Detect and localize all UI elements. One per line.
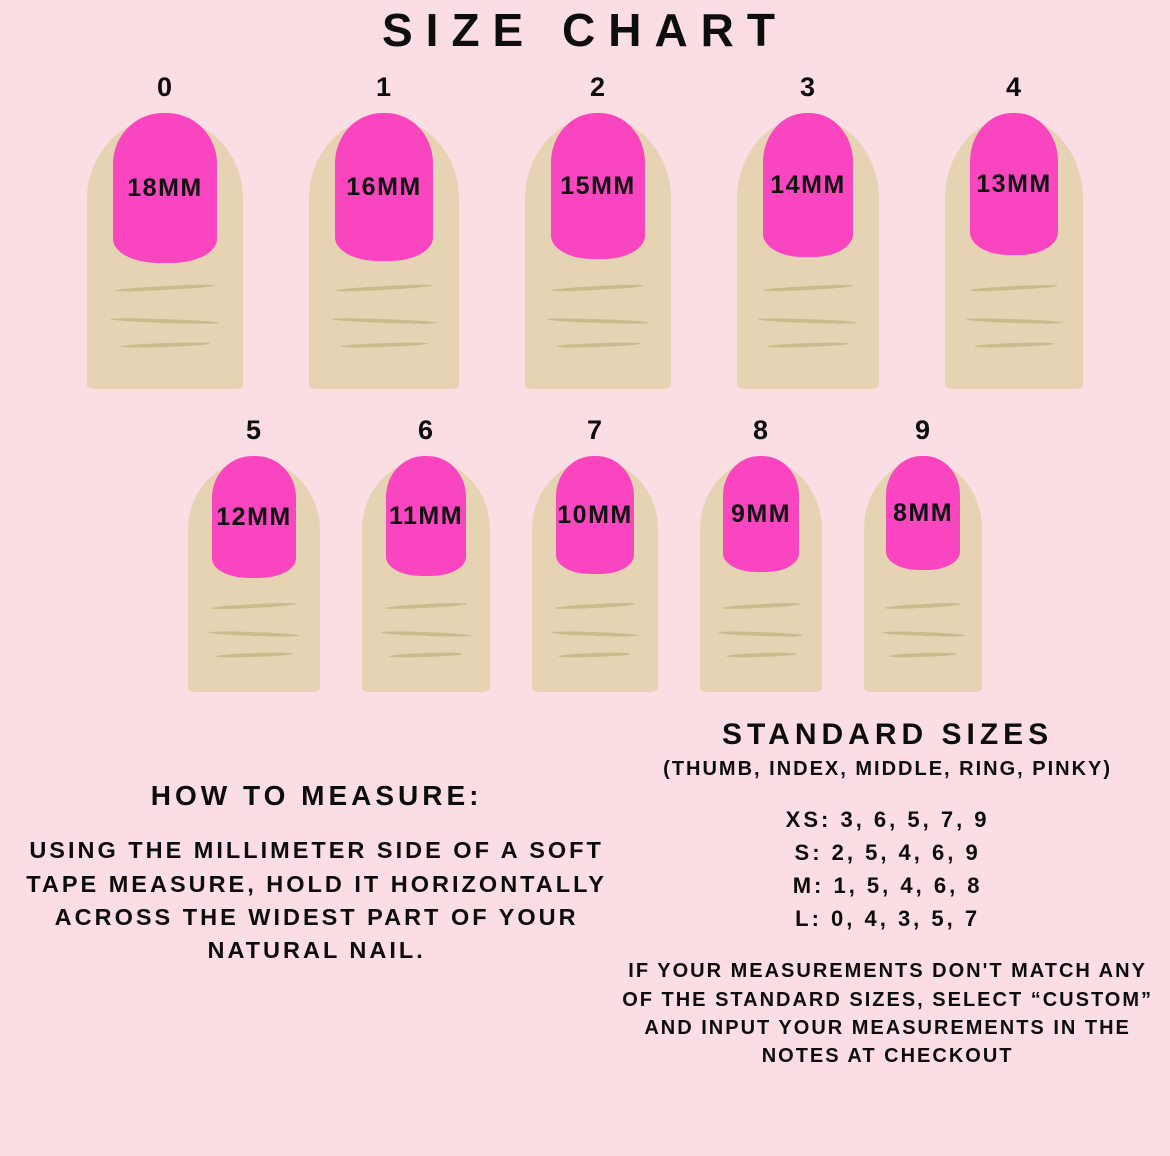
knuckle-crease-icon xyxy=(340,342,427,349)
nail-size-label: 10MM xyxy=(557,500,633,529)
finger-size-9 xyxy=(864,415,982,692)
finger-size-2 xyxy=(525,72,671,389)
finger-illustration xyxy=(362,460,490,692)
knuckle-crease-icon xyxy=(885,602,961,610)
size-index-label: 0 xyxy=(156,72,174,103)
nail-shape xyxy=(723,456,799,572)
finger-size-1 xyxy=(309,72,459,389)
knuckle-crease-icon xyxy=(208,630,300,637)
nail-size-label: 15MM xyxy=(560,171,636,200)
knuckle-crease-icon xyxy=(889,652,958,658)
finger-illustration xyxy=(737,117,879,389)
finger-illustration xyxy=(700,460,822,692)
knuckle-crease-icon xyxy=(758,317,857,324)
knuckle-crease-icon xyxy=(726,652,797,658)
knuckle-crease-icon xyxy=(381,630,471,637)
knuckle-crease-icon xyxy=(718,630,803,637)
standard-sizes-block xyxy=(619,718,1156,1071)
knuckle-crease-icon xyxy=(115,283,215,292)
knuckle-crease-icon xyxy=(555,602,636,610)
finger-illustration xyxy=(309,117,459,389)
custom-size-note: IF YOUR MEASUREMENTS DON'T MATCH ANY OF THE STANDARD SIZES, SELECT “CUSTOM” AND INPUT YOUR MEASUREMENTS IN THE NOTES AT CHECKOUT xyxy=(622,960,1154,1068)
knuckle-crease-icon xyxy=(331,317,436,325)
knuckle-crease-icon xyxy=(722,602,800,610)
knuckle-crease-icon xyxy=(882,631,965,638)
standard-size-l: L: 0, 4, 3, 5, 7 xyxy=(795,906,981,932)
finger-size-3 xyxy=(737,72,879,389)
knuckle-crease-icon xyxy=(551,283,645,292)
size-row-top xyxy=(0,72,1170,389)
size-index-label: 7 xyxy=(586,415,604,446)
knuckle-crease-icon xyxy=(558,652,631,659)
nail-shape xyxy=(212,456,296,578)
nail-shape xyxy=(551,113,645,259)
nail-size-label: 13MM xyxy=(976,169,1052,198)
finger-size-5 xyxy=(188,415,320,692)
knuckle-crease-icon xyxy=(547,317,649,325)
knuckle-crease-icon xyxy=(551,630,639,637)
standard-size-s: S: 2, 5, 4, 6, 9 xyxy=(794,840,981,866)
how-to-measure-body: USING THE MILLIMETER SIDE OF A SOFT TAPE MEASURE, HOLD IT HORIZONTALLY ACROSS THE WIDEST PART OF YOUR NATURAL NAIL. xyxy=(26,837,607,964)
size-index-label: 2 xyxy=(589,72,607,103)
nail-size-label: 8MM xyxy=(892,498,954,527)
nail-shape xyxy=(970,113,1058,255)
knuckle-crease-icon xyxy=(385,602,467,610)
knuckle-crease-icon xyxy=(556,342,641,349)
finger-size-6 xyxy=(362,415,490,692)
finger-illustration xyxy=(87,117,243,389)
nail-size-label: 12MM xyxy=(216,502,292,531)
nail-shape xyxy=(386,456,466,576)
finger-size-0 xyxy=(87,72,243,389)
size-index-label: 8 xyxy=(752,415,770,446)
size-row-bottom xyxy=(0,415,1170,692)
size-index-label: 1 xyxy=(375,72,393,103)
finger-illustration xyxy=(188,460,320,692)
size-index-label: 5 xyxy=(245,415,263,446)
size-index-label: 6 xyxy=(417,415,435,446)
knuckle-crease-icon xyxy=(216,652,293,659)
finger-illustration xyxy=(525,117,671,389)
knuckle-crease-icon xyxy=(212,602,297,610)
size-index-label: 9 xyxy=(914,415,932,446)
nail-shape xyxy=(763,113,853,257)
page-title: SIZE CHART xyxy=(382,4,788,56)
standard-sizes-subheading: (THUMB, INDEX, MIDDLE, RING, PINKY) xyxy=(663,758,1113,781)
finger-illustration xyxy=(864,460,982,692)
info-section xyxy=(0,718,1170,1071)
knuckle-crease-icon xyxy=(966,317,1063,324)
knuckle-crease-icon xyxy=(970,284,1058,293)
nail-size-label: 14MM xyxy=(770,170,846,199)
knuckle-crease-icon xyxy=(767,342,849,349)
knuckle-crease-icon xyxy=(336,283,432,292)
standard-size-m: M: 1, 5, 4, 6, 8 xyxy=(792,873,983,899)
finger-size-8 xyxy=(700,415,822,692)
nail-shape xyxy=(886,456,960,570)
nail-size-label: 9MM xyxy=(730,499,792,528)
nail-shape xyxy=(335,113,433,261)
standard-sizes-heading: STANDARD SIZES xyxy=(722,718,1054,752)
knuckle-crease-icon xyxy=(110,317,219,325)
size-index-label: 4 xyxy=(1005,72,1023,103)
finger-size-7 xyxy=(532,415,658,692)
knuckle-crease-icon xyxy=(120,341,211,348)
how-to-measure-heading: HOW TO MEASURE: xyxy=(150,780,483,812)
nail-shape xyxy=(556,456,634,574)
how-to-measure-block xyxy=(14,718,619,1071)
size-index-label: 3 xyxy=(799,72,817,103)
nail-size-label: 11MM xyxy=(388,501,464,530)
knuckle-crease-icon xyxy=(974,342,1054,349)
finger-illustration xyxy=(532,460,658,692)
nail-shape xyxy=(113,113,217,263)
finger-size-4 xyxy=(945,72,1083,389)
knuckle-crease-icon xyxy=(763,284,854,293)
knuckle-crease-icon xyxy=(389,652,463,659)
nail-size-label: 18MM xyxy=(127,173,203,202)
finger-illustration xyxy=(945,117,1083,389)
standard-size-xs: XS: 3, 6, 5, 7, 9 xyxy=(785,807,990,833)
nail-size-label: 16MM xyxy=(346,172,422,201)
